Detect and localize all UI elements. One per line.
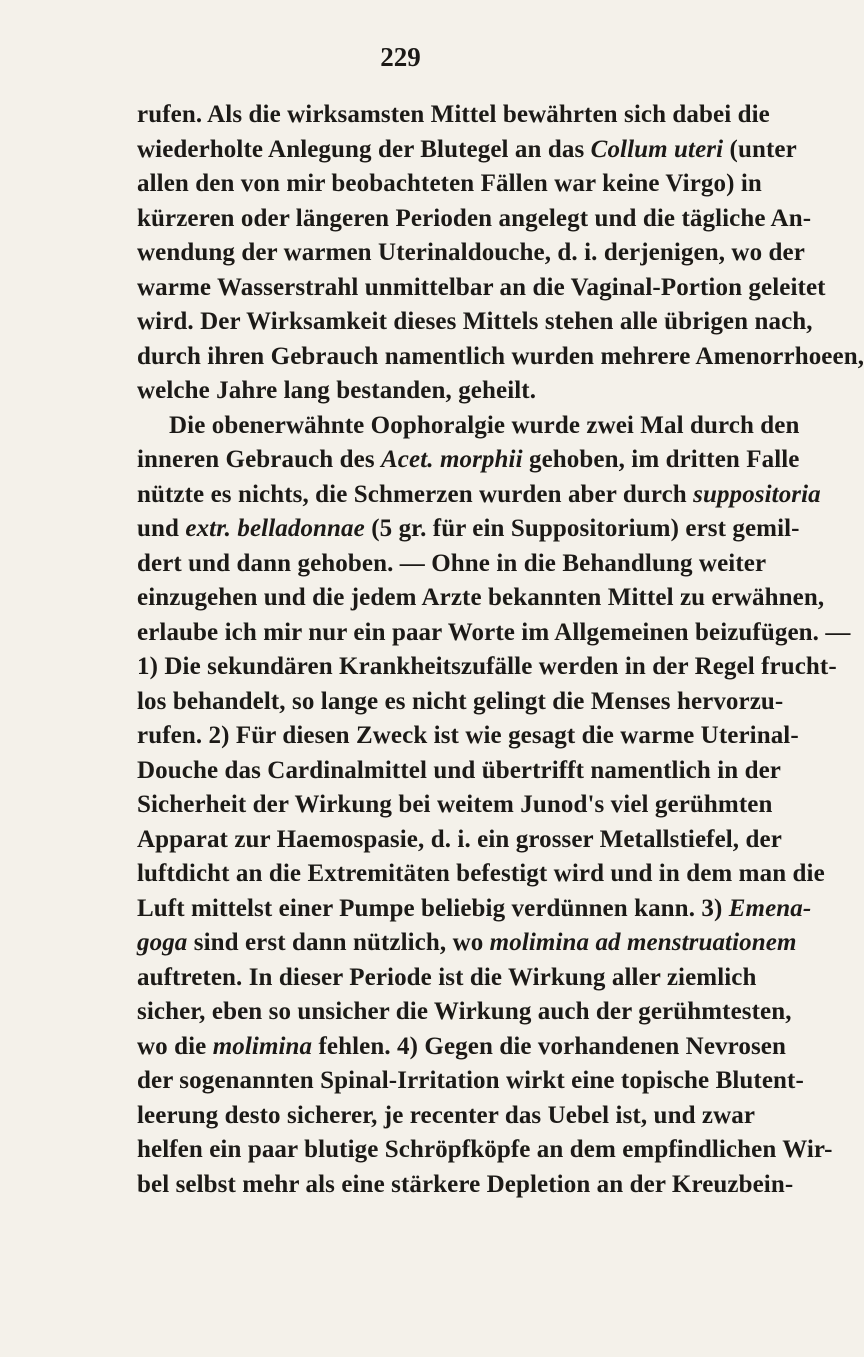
italic-term: Emena- (728, 894, 812, 922)
text-run: Die obenerwähnte Oophoralgie wurde zwei Mal durch den (169, 411, 800, 439)
text-run: einzugehen und die jedem Arzte bekannten Mittel zu erwähnen, (137, 584, 825, 611)
text-line (137, 167, 762, 202)
text-run: (unter (723, 135, 797, 163)
text-run: bel selbst mehr als eine stärkere Depletion an der Kreuzbein- (137, 1170, 794, 1198)
text-line (137, 443, 800, 478)
text-run: fehlen. 4) Gegen die vorhandenen Nevrosen (312, 1032, 787, 1060)
text-line (137, 98, 770, 133)
text-line (137, 271, 826, 306)
text-line (137, 340, 864, 375)
text-line (137, 719, 799, 754)
italic-term: extr. belladonnae (185, 515, 365, 542)
text-run: und (137, 515, 186, 542)
italic-term: Acet. morphii (381, 446, 523, 473)
text-line (137, 616, 851, 651)
text-run: Sicherheit der Wirkung bei weitem Junod's viel gerühmten (137, 791, 773, 818)
text-run: sind erst dann nützlich, wo (187, 929, 490, 956)
text-line (137, 892, 812, 927)
text-run: los behandelt, so lange es nicht gelingt die Menses hervorzu- (137, 687, 784, 715)
text-line (137, 961, 757, 996)
text-line (137, 1168, 794, 1203)
text-line (137, 1133, 833, 1168)
text-run: rufen. Als die wirksamsten Mittel bewährten sich dabei die (137, 101, 770, 128)
text-run: 1) Die sekundären Krankheitszufälle werden in der Regel frucht- (137, 653, 837, 680)
text-run: luftdicht an die Extremitäten befestigt wird und in dem man die (137, 860, 825, 887)
text-line (137, 512, 800, 547)
text-run: der sogenannten Spinal-Irritation wirkt eine topische Blutent- (137, 1067, 804, 1094)
text-run: wiederholte Anlegung der Blutegel an das (137, 135, 591, 163)
text-run: Apparat zur Haemospasie, d. i. ein grosser Metallstiefel, der (137, 825, 782, 853)
page-number: 229 (380, 42, 421, 72)
text-line (137, 685, 784, 720)
text-run: wendung der warmen Uterinaldouche, d. i. derjenigen, wo der (137, 239, 805, 266)
text-line (137, 1099, 756, 1134)
text-line (137, 305, 813, 340)
text-run: warme Wasserstrahl unmittelbar an die Vaginal-Portion geleitet (137, 273, 826, 301)
text-line (137, 581, 825, 616)
text-line (137, 823, 782, 858)
text-run: helfen ein paar blutige Schröpfköpfe an dem empfindlichen Wir- (137, 1136, 833, 1163)
text-line (137, 1030, 787, 1065)
text-line (137, 202, 812, 237)
italic-term: Collum uteri (590, 135, 724, 163)
text-run: Douche das Cardinalmittel und übertrifft namentlich in der (137, 756, 781, 784)
text-run: durch ihren Gebrauch namentlich wurden mehrere Amenorrhoeen, (137, 342, 864, 370)
text-run: wo die (137, 1032, 213, 1060)
italic-term: goga (137, 929, 188, 956)
text-run: inneren Gebrauch des (137, 446, 382, 473)
text-run: gehoben, im dritten Falle (522, 446, 800, 473)
text-line (137, 409, 800, 444)
text-line (137, 133, 797, 168)
text-line (137, 788, 773, 823)
text-run: wird. Der Wirksamkeit dieses Mittels stehen alle übrigen nach, (137, 308, 813, 335)
text-run: welche Jahre lang bestanden, geheilt. (137, 377, 537, 404)
text-line (137, 374, 685, 409)
body-text (137, 98, 864, 1202)
italic-term: molimina ad menstruationem (489, 929, 797, 956)
text-line (137, 547, 767, 582)
text-line (137, 926, 797, 961)
text-line (137, 650, 837, 685)
text-run: rufen. 2) Für diesen Zweck ist wie gesagt die warme Uterinal- (137, 722, 799, 749)
text-line (137, 236, 805, 271)
text-run: erlaube ich mir nur ein paar Worte im Allgemeinen beizufügen. — (137, 618, 851, 646)
text-line (137, 478, 821, 513)
text-line (137, 1064, 804, 1099)
text-run: (5 gr. für ein Suppositorium) erst gemil- (364, 515, 800, 542)
italic-term: molimina (212, 1032, 313, 1060)
text-line (137, 857, 825, 892)
text-run: dert und dann gehoben. — Ohne in die Behandlung weiter (137, 549, 767, 577)
italic-term: suppositoria (693, 480, 821, 508)
text-run: sicher, eben so unsicher die Wirkung auch der gerühmtesten, (137, 998, 792, 1025)
text-run: Luft mittelst einer Pumpe beliebig verdünnen kann. 3) (137, 894, 729, 922)
text-run: leerung desto sicherer, je recenter das Uebel ist, und zwar (137, 1101, 756, 1129)
text-run: auftreten. In dieser Periode ist die Wirkung aller ziemlich (137, 963, 757, 991)
text-line (137, 754, 781, 789)
text-run: allen den von mir beobachteten Fällen war keine Virgo) in (137, 170, 762, 197)
text-run: nützte es nichts, die Schmerzen wurden aber durch (137, 480, 694, 508)
text-run: kürzeren oder längeren Perioden angelegt und die tägliche An- (137, 204, 812, 232)
text-line (137, 995, 792, 1030)
